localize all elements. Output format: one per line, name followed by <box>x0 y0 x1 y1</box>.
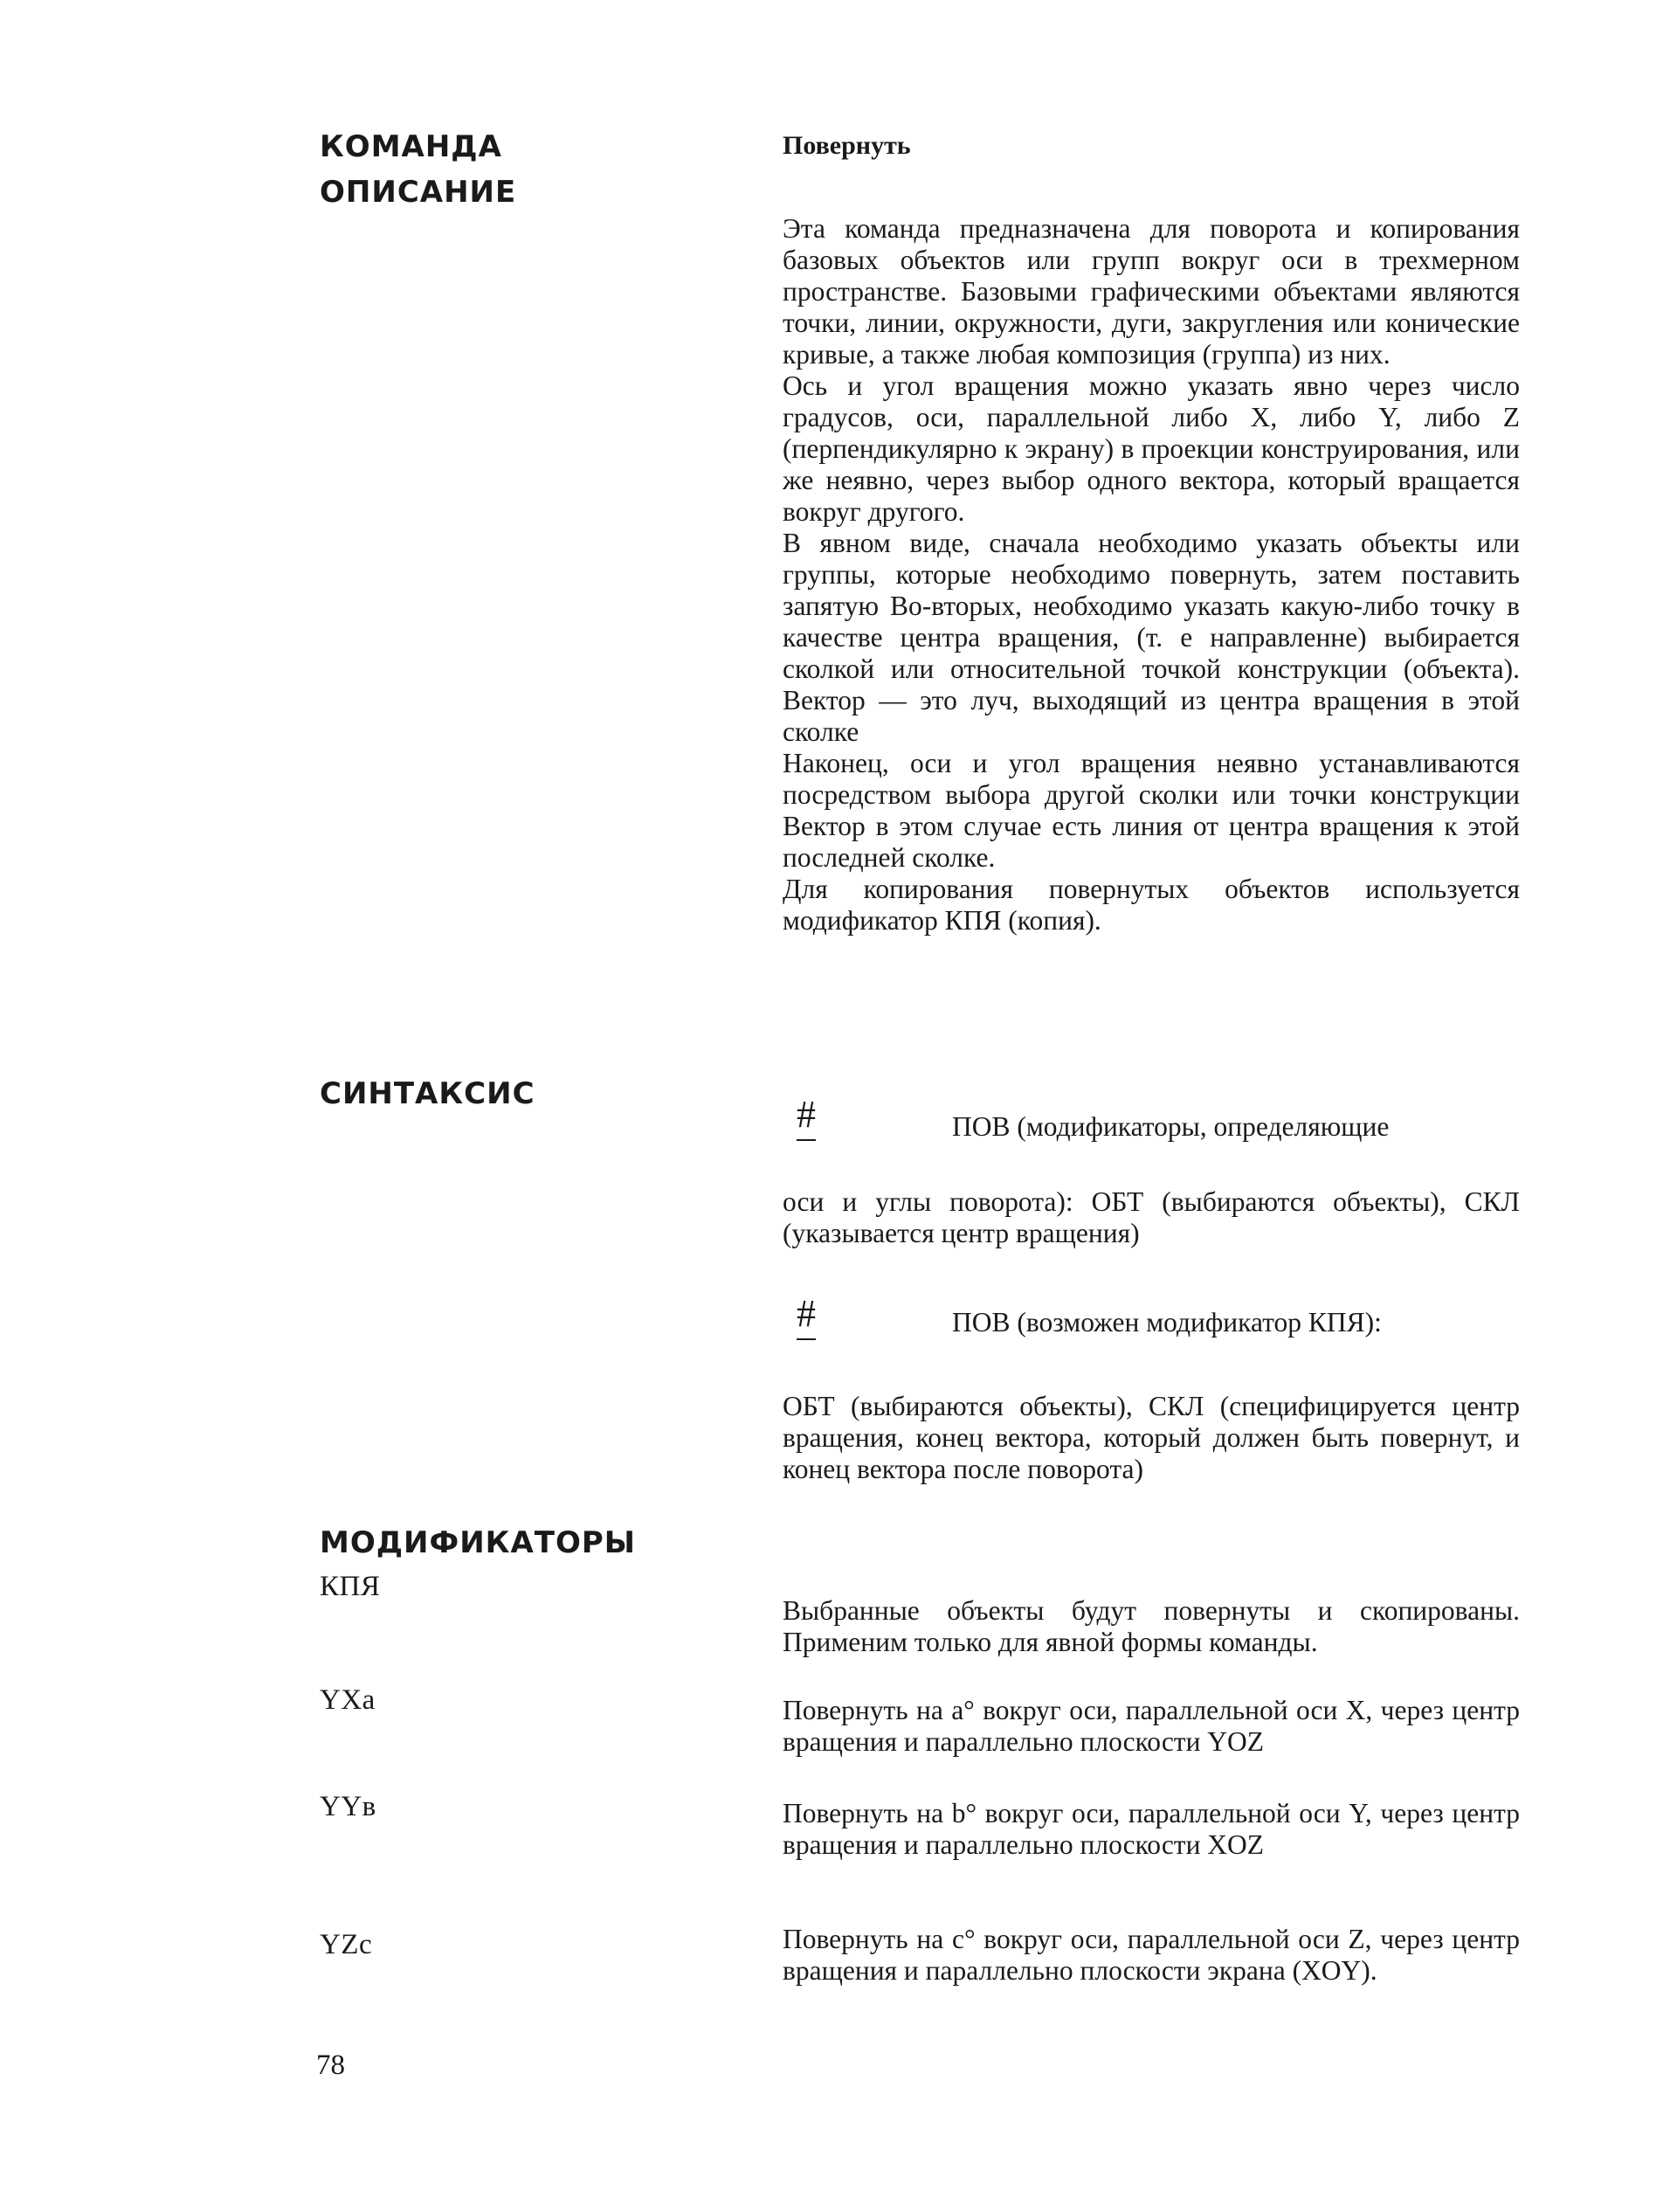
page-number: 78 <box>316 2050 345 2081</box>
modifier-description: Повернуть на a° вокруг оси, параллельной оси X, через центр вращения и параллельно плоскости YOZ <box>783 1695 1520 1757</box>
label-syntax: СИНТАКСИС <box>320 1076 535 1111</box>
description-block <box>783 213 1520 937</box>
label-description: ОПИСАНИЕ <box>320 175 517 210</box>
command-name: Повернуть <box>783 131 911 160</box>
syntax-line: ПОВ (возможен модификатор КПЯ): <box>952 1307 1382 1338</box>
modifier-name: YXa <box>320 1684 376 1716</box>
label-command: КОМАНДА <box>320 129 502 164</box>
description-paragraph: Для копирования повернутых объектов используется модификатор КПЯ (копия). <box>783 874 1520 936</box>
modifier-name: YYв <box>320 1791 376 1822</box>
description-paragraph: В явном виде, сначала необходимо указать объекты или группы, которые необходимо повернуть, затем поставить запятую Во-вторых, необходимо указать какую-либо точку в качестве центра вращения, (т. е направленне) выбирается сколкой или относительной точкой конструкции (объекта). Вектор — это луч, выходящий из центра вращения в этой сколке <box>783 528 1520 747</box>
label-modifiers: МОДИФИКАТОРЫ <box>320 1525 636 1560</box>
description-paragraph: Эта команда предназначена для поворота и копирования базовых объектов или групп вокруг оси в трехмерном пространстве. Базовыми графическими объектами являются точки, линии, окружности, дуги, закругления или конические кривые, а также любая композиция (группа) из них. <box>783 213 1520 370</box>
syntax-line: ПОВ (модификаторы, определяющие <box>952 1111 1390 1142</box>
modifier-description: Повернуть на b° вокруг оси, параллельной оси Y, через центр вращения и параллельно плоскости XOZ <box>783 1798 1520 1860</box>
command-prompt-symbol: # <box>797 1292 816 1335</box>
modifier-name: YZc <box>320 1929 373 1960</box>
modifier-name: КПЯ <box>320 1571 381 1602</box>
syntax-continuation: ОБТ (выбираются объекты), СКЛ (специфицируется центр вращения, конец вектора, который должен быть повернут, и конец вектора после поворота) <box>783 1391 1520 1484</box>
description-paragraph: Наконец, оси и угол вращения неявно устанавливаются посредством выбора другой сколки или точки конструкции Вектор в этом случае есть линия от центра вращения к этой последней сколке. <box>783 748 1520 873</box>
modifier-description: Выбранные объекты будут повернуты и скопированы. Применим только для явной формы команды. <box>783 1595 1520 1657</box>
description-paragraph: Ось и угол вращения можно указать явно через число градусов, оси, параллельной либо X, либо Y, либо Z (перпендикулярно к экрану) в проекции конструирования, или же неявно, через выбор одного вектора, который вращается вокруг другого. <box>783 370 1520 527</box>
modifier-description: Повернуть на с° вокруг оси, параллельной оси Z, через центр вращения и параллельно плоскости экрана (XOY). <box>783 1924 1520 1986</box>
syntax-continuation: оси и углы поворота): ОБТ (выбираются объекты), СКЛ (указывается центр вращения) <box>783 1186 1520 1248</box>
command-prompt-symbol: # <box>797 1093 816 1136</box>
